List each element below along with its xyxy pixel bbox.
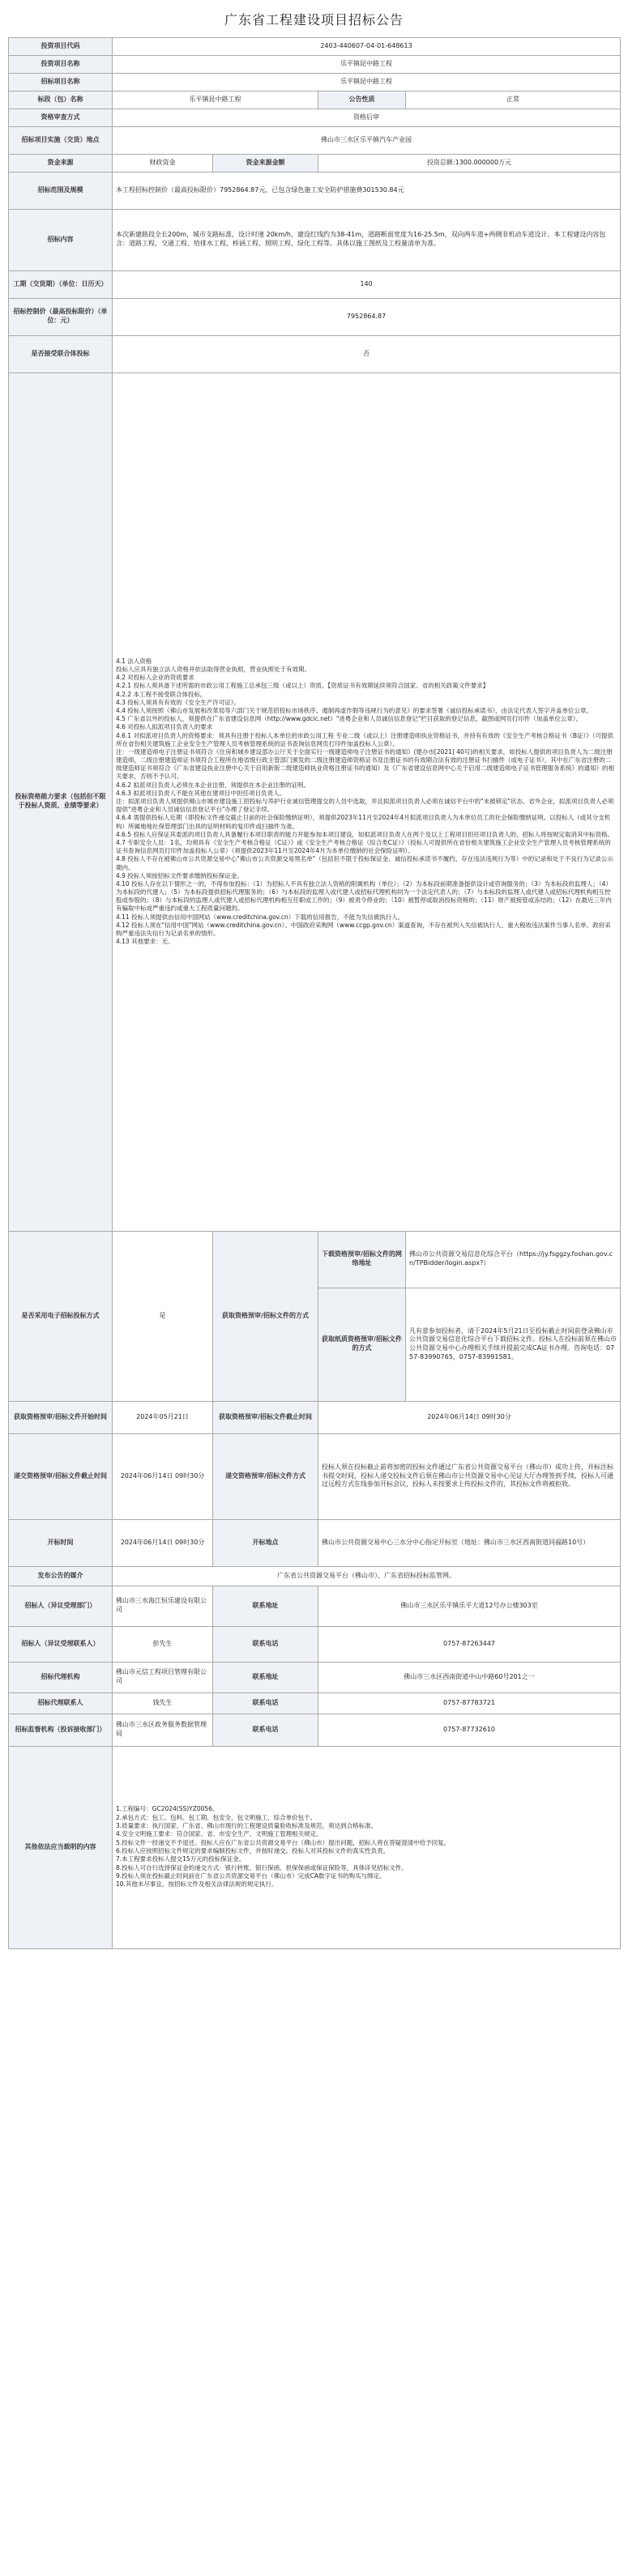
tenderer-value: 佛山市三水海江恒乐建设有限公司 [113,1586,213,1626]
funding-amount-value: 投资总额:1300.000000万元 [318,154,621,172]
agent-address-label: 联系地址 [213,1662,318,1692]
row-opening [9,1519,621,1566]
row-supervisor [9,1714,621,1746]
agent-label: 招标代理机构 [9,1662,113,1692]
max-price-label: 招标控制价（最高投标限价）（单位：元） [9,298,113,335]
tenderer-phone-value: 0757-87263447 [318,1626,621,1662]
tenderer-label: 招标人（异议受理部门） [9,1586,113,1626]
section-label: 标段（包）名称 [9,91,113,109]
content-label: 招标内容 [9,209,113,270]
scope-label: 招标范围及规模 [9,172,113,209]
row-submit [9,1433,621,1519]
row-qualification-review [9,109,621,126]
page-title: 广东省工程建设项目招标公告 [224,12,404,28]
doc-start-label: 获取资格预审/招标文件开始时间 [9,1401,113,1433]
joint-label: 是否接受联合体投标 [9,335,113,373]
notes-label: 其他依法应当载明的内容 [9,1746,113,1948]
row-media [9,1566,621,1586]
tender-notice-table [8,37,621,1949]
row-funding [9,154,621,172]
project-code-label: 投资项目代码 [9,37,113,55]
requirements-value: 4.1 法人资格 投标人应具有独立法人资格并依法取得营业执照，营业执照处于有效期。 4.2 对投标人企业的资质要求 4.2.1 投标人须具备下述所需的市政公用工程施工总承包三级（或以上）资质。【资质证书有效期延续须符合国家、省的相关政策文件要求】 4.2.2 本工程不接受联合体投标。 4.3 投标人须具有有效的《安全生产许可证》。 4.4 投标人须按照《佛山市发展和改革局等六部门关于规范招投标市场秩序、遏制再虚作假等违规行为的意见》的要求签署《诚信投标承诺书》，由法定代表人签字并盖单位公章。 4.5 广东省以外的投标人，须提供在广东省建设信息网（http://www.gdcic.net）"进粤企业和人员诚信信息登记"栏目获取的登记信息，截图或网页打印件（加盖单位公章）。 4.6 对投标人拟派项目负责人的要求 4.6.1 对拟派项目负责人的资格要求：须具有注册于投标人本单位的市政公用工程 专业二级（或以上）注册建造师执业资格证书，并持有有效的《安全生产考核合格证书（B证）》（可提供所在省份相关建筑施工企业安全生产管理人员考核管理系统的证书查询信息网页打印件加盖投标人公章）。 注：一级建造师电子注册证书须符合《住房和城乡建设部办公厅关于全面实行一级建造师电子注册证书的通知》(建办市[2021] 40号)的相关要求，如投标人提供的项目负责人为二级注册建造师，二级注册建造师证书须符合工程所在地省级行政主管部门颁发的二级注册建造师资格证书及注册证书的有效期合法有效的注册证书扫描件（或电子证书），其中在广东省注册的二级建造师证书须符合《广东省建设执业注册中心关于启用新版二级建造师执业资格注册证书的通知》及《广东省建设信息网中心关于启用二级建造师电子证书管理服务系统》的通知》的相关要求，否则不予认可。 4.6.2 拟派项目负责人必须在本企业注册，须提供在本企业注册的证明。 4.6.3 拟派项目负责人不能在其他在建项目中担任项目负责人。 注：拟派项目负责人须提供佛山市城市建设施工招投标与养护行业诚信管理提交的人员中选取，并且拟派项目负责人必须在诚信平台中的"未被锁定"状态。省外企业，拟派项目负责人必须提供"进粤企业和人员诚信信息登记平台"办理了登记手续。 4.6.4 需提供投标人近期（即投标文件递交截止日前的社会保险缴纳证明），须提供2023年11月至2024年4月拟派项目负责人为本单位员工的社会保险缴纳证明。以投标人（或其分支机构）所属地地社保管理部门出具的证明材料的复印件或扫描件为准。 4.6.5 投标人应保证其委派的项目负责人具备履行本项目职责的能力并能参加本项目建设，如拟派项目负责人在两个及以上工程项目担任项目负责人的，招标人将按规定取消其中标资格。 4.7 专职安全人员：1名，均须具有《安全生产考核合格证（C证）》或《安全生产考核合格证（综合类C证）》（投标人可提供所在省份相关建筑施工企业安全生产管理人员考核管理系统的证书查询信息网页打印件加盖投标人公章）（须提供2023年11月至2024年4月为本单位缴纳的社会保险证明）。 4.8 投标人不存在被佛山市公共资源交易中心"佛山市公共资源交易黑名单"（包括但不限于投标保证金、诚信投标承诺书不履约、存在违法违规行为等）中的记录和处于不良行为记录公示期内。 4.9 投标人须按招标文件要求缴纳投标保证金。 4.10 投标人存在以下情形之一的，不得参加投标：（1）为招标人不具有独立法人资格的附属机构（单位）；（2）为本标段前期准备提供设计或咨询服务的；（3）为本标段的监理人；（4）为本标段的代建人；（5）为本标段提供招标代理服务的；（6）与本标段的监理人或代建人或招标代理机构同为一个法定代表人的；（7）与本标段的监理人或代建人或招标代理机构相互控股或参股的；（8）与本标段的监理人或代建人或招标代理机构相互任职或工作的；（9）被责令停业的；（10）被暂停或取消投标资格的；（11）财产被接管或冻结的；（12）在最近三年内有骗取中标或严重违约或重大工程质量问题的。 4.11 投标人须提供由信用中国网站（www.creditchina.gov.cn）下载的信用报告，不能为失信被执行人。 4.12 投标人须在"信用中国"网站（www.creditchina.gov.cn）、中国政府采购网（www.ccgp.gov.cn）渠道查询，不存在被列入失信被执行人、重大税收违法案件当事人名单、政府采购严重违法失信行为记录名单的情形。 4.13 其他要求：无。 [113,373,621,1231]
agent-value: 佛山市元信工程项目管理有限公司 [113,1662,213,1692]
row-duration [9,270,621,298]
doc-end-label: 获取资格预审/招标文件截止时间 [213,1401,318,1433]
row-agent-contact [9,1692,621,1714]
tender-project-name-value: 乐平镇昆中路工程 [113,73,621,91]
row-tenderer [9,1586,621,1626]
row-scope [9,172,621,209]
row-joint [9,335,621,373]
duration-value: 140 [113,270,621,298]
other-method-value: 凡有意参加投标者，请于2024年5月21日至投标截止时间前登录佛山市公共资源交易信息化综合平台下载招标文件。投标人在投标前须在佛山市公共资源交易中心办理相关手续并提前完成CA证书办理。咨询电话：0757-83990765，0757-83991581。 [406,1288,621,1401]
tenderer-phone-label: 联系电话 [213,1626,318,1662]
supervisor-phone-label: 联系电话 [213,1714,318,1746]
requirements-label: 投标资格能力要求（包括但不限于投标人资质、业绩等要求） [9,373,113,1231]
agent-phone-value: 0757-87783721 [318,1692,621,1714]
content-value: 本次新建路段全长200m，城市支路标准，设计时速 20km/h，建设红线约为38-41m，道路断面宽度为16-25.5m，双向两车道+两侧非机动车道设计。本工程建设内容包含：道路工程、交通工程、给排水工程、桥涵工程、照明工程、绿化工程等。具体以施工图纸及工程量清单为准。 [113,209,621,270]
opening-place-value: 佛山市公共资源交易中心三水分中心指定开标室（地址：佛山市三水区西南街道同福路10号） [318,1519,621,1566]
notice-type-label: 公告性质 [318,91,406,109]
supervisor-label: 招标监督机构（投诉接收部门） [9,1714,113,1746]
opening-place-label: 开标地点 [213,1519,318,1566]
project-code-value: 2403-440607-04-01-648613 [113,37,621,55]
row-content [9,209,621,270]
other-method-label: 获取纸质资格预审/招标文件的方式 [318,1288,406,1401]
opening-time-label: 开标时间 [9,1519,113,1566]
tenderer-contact-value: 彭先生 [113,1626,213,1662]
tender-project-name-label: 招标项目名称 [9,73,113,91]
tenderer-contact-label: 招标人（异议受理联系人） [9,1626,113,1662]
submit-method-label: 递交资格预审/招标文件方式 [213,1433,318,1519]
funding-source-value: 财政资金 [113,154,213,172]
row-location [9,126,621,154]
doc-end-value: 2024年06月14日 09时30分 [318,1401,621,1433]
location-value: 佛山市三水区乐平镇汽车产业园 [113,126,621,154]
agent-phone-label: 联系电话 [213,1692,318,1714]
agent-contact-value: 钱先生 [113,1692,213,1714]
row-agent [9,1662,621,1692]
funding-source-label: 资金来源 [9,154,113,172]
project-name-label: 投资项目名称 [9,55,113,73]
row-max-price [9,298,621,335]
opening-time-value: 2024年06月14日 09时30分 [113,1519,213,1566]
funding-amount-label: 资金来源金额 [213,154,318,172]
electronic-value: 是 [113,1231,213,1401]
row-project-code [9,37,621,55]
row-project-name [9,55,621,73]
download-label: 下载资格预审/招标文件的网络地址 [318,1231,406,1288]
row-section [9,91,621,109]
doc-method-label: 获取资格预审/招标文件的方式 [213,1231,318,1401]
submit-deadline-label: 递交资格预审/招标文件截止时间 [9,1433,113,1519]
duration-label: 工期（交货期）（单位：日历天） [9,270,113,298]
max-price-value: 7952864.87 [113,298,621,335]
row-requirements [9,373,621,1231]
location-label: 招标项目实施（交货）地点 [9,126,113,154]
qualification-review-value: 资格后审 [113,109,621,126]
electronic-label: 是否采用电子招标投标方式 [9,1231,113,1401]
agent-address-value: 佛山市三水区西南街道中山中路60号201之一 [318,1662,621,1692]
agent-contact-label: 招标代理联系人 [9,1692,113,1714]
submit-method-value: 投标人须在投标截止前将加密的投标文件通过广东省公共资源交易平台（佛山市）成功上传，并标注标书提交时间，投标人递交投标文件后须在佛山市公共资源交易中心见证大厅办理签到手续，投标人可通过远程方式在线参加开标会议，投标人未按要求上传投标文件的，其投标文件将被拒收。 [318,1433,621,1519]
notice-type-value: 正常 [406,91,621,109]
tenderer-address-value: 佛山市三水区乐平镇乐平大道12号办公楼303室 [318,1586,621,1626]
tenderer-address-label: 联系地址 [213,1586,318,1626]
row-doc-time [9,1401,621,1433]
notes-value: 1.工程编号：GC2024(SS)YZ0056。 2.承包方式：包工、包料、包工期、包安全、包文明施工，综合单价包干。 3.质量要求：执行国家、广东省、佛山市现行的工程建设质量验收标准及规范，须达到合格标准。 4.安全文明施工要求：符合国家、省、市安全生产、文明施工管理相关规定。 5.投标文件一经递交不予退还。投标人应在广东省公共资源交易平台（佛山市）提出问题，招标人将在答疑澄清中给予回复。 6.投标人应按照招标文件规定的要求编制投标文件，并按时递交。投标人对其投标文件的真实性负责。 7.本工程要求投标人提交15万元的投标保证金。 8.投标人可自行选择保证金的递交方式：银行转账、银行保函、担保保函或保证保险等，具体详见招标文件。 9.投标人须在投标截止时间前在广东省公共资源交易平台（佛山市）完成CA数字证书的购买与绑定。 10.其他未尽事宜，按招标文件及相关法律法规的规定执行。 [113,1746,621,1948]
qualification-review-label: 资格审查方式 [9,109,113,126]
media-value: 广东省公共资源交易平台（佛山市）、广东省招标投标监管网。 [113,1566,621,1586]
project-name-value: 乐平镇昆中路工程 [113,55,621,73]
row-notes [9,1746,621,1948]
doc-start-value: 2024年05月21日 [113,1401,213,1433]
submit-deadline-value: 2024年06月14日 09时30分 [113,1433,213,1519]
row-tender-project-name [9,73,621,91]
row-tenderer-contact [9,1626,621,1662]
supervisor-phone-value: 0757-87732610 [318,1714,621,1746]
download-value[interactable]: 佛山市公共资源交易信息化综合平台（https://jy.fsggzy.foshan.gov.cn/TPBidder/login.aspx?） [406,1231,621,1288]
joint-value: 否 [113,335,621,373]
scope-value: 本工程招标控制价（最高投标限价）7952864.87元，已包含绿色施工安全防护措施费301530.84元 [113,172,621,209]
supervisor-value: 佛山市三水区政务服务数据管理局 [113,1714,213,1746]
row-electronic-download [9,1231,621,1288]
media-label: 发布公告的媒介 [9,1566,113,1586]
section-value: 乐平镇昆中路工程 [113,91,318,109]
